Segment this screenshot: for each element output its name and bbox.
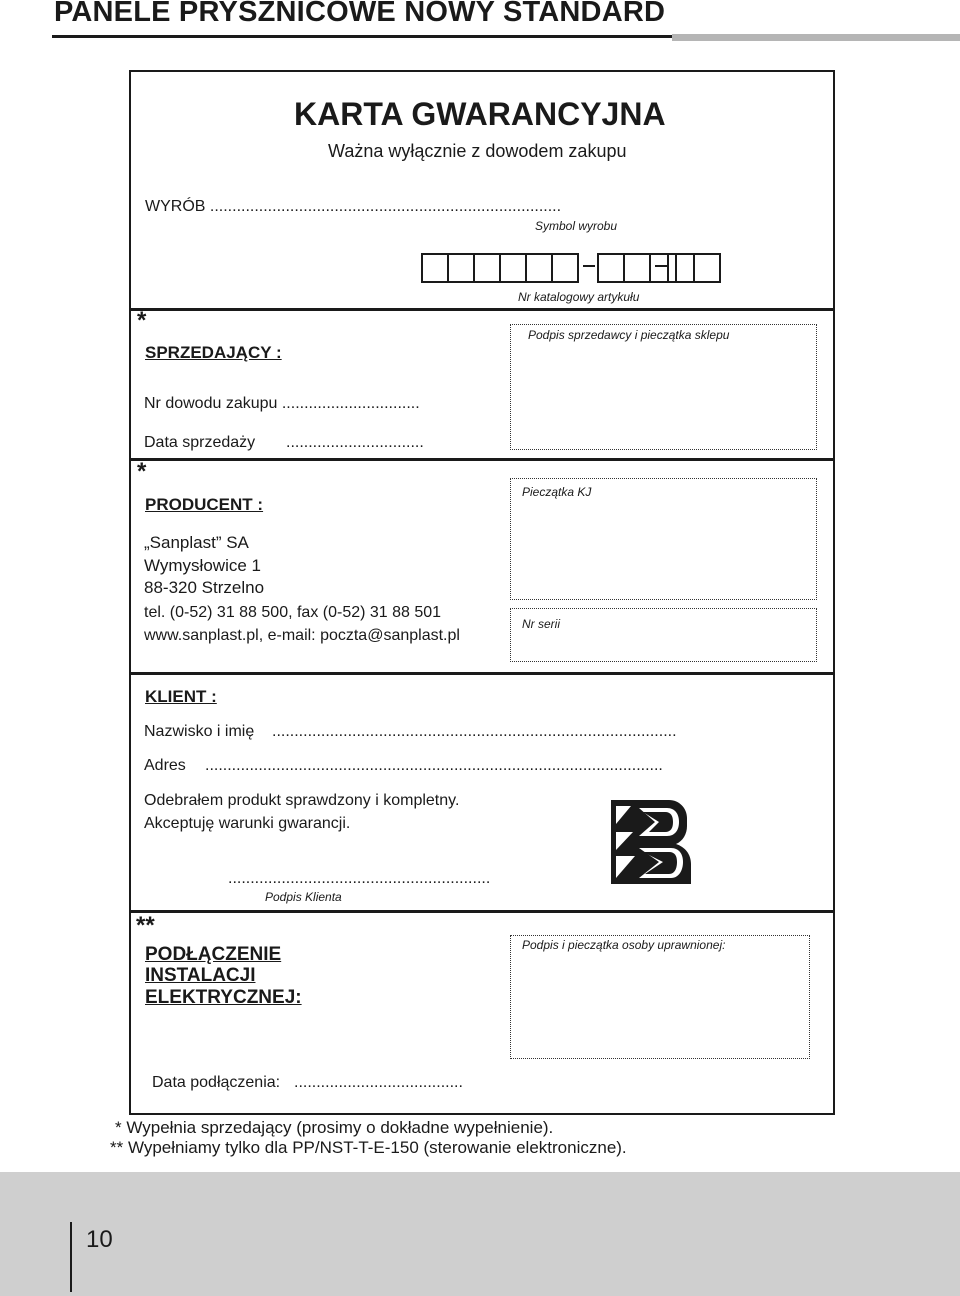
- producent-asterisk: *: [137, 458, 147, 485]
- client-name-label: Nazwisko i imię: [144, 723, 255, 740]
- serial-number-label: Nr serii: [522, 617, 560, 631]
- seller-signature-box[interactable]: [510, 324, 817, 450]
- page-number-separator: [70, 1222, 72, 1292]
- connection-heading-line3: ELEKTRYCZNEJ:: [145, 987, 302, 1008]
- receipt-number-field[interactable]: Nr dowodu zakupu ...............................: [144, 395, 420, 412]
- footnote-electronic: ** Wypełniamy tylko dla PP/NST-T-E-150 (sterowanie elektroniczne).: [110, 1138, 627, 1157]
- client-address-field[interactable]: .......................................................................................................: [205, 757, 663, 774]
- producent-city: 88-320 Strzelno: [144, 578, 265, 597]
- catalog-cell[interactable]: [447, 253, 475, 283]
- connection-asterisks: **: [136, 912, 155, 939]
- installer-signature-label: Podpis i pieczątka osoby uprawnionej:: [522, 938, 726, 952]
- seller-heading: SPRZEDAJĄCY :: [145, 343, 282, 362]
- client-confirmation-1: Odebrałem produkt sprawdzony i kompletny.: [144, 792, 460, 809]
- client-confirmation-2: Akceptuję warunki gwarancji.: [144, 815, 351, 832]
- connection-date-field[interactable]: ......................................: [294, 1074, 463, 1091]
- catalog-separator: [655, 265, 667, 267]
- card-title: KARTA GWARANCYJNA: [294, 96, 666, 132]
- connection-date-label: Data podłączenia:: [152, 1074, 281, 1091]
- catalog-cell[interactable]: [551, 253, 579, 283]
- divider-client: [131, 672, 833, 675]
- product-field[interactable]: WYRÓB ...............................................................................: [145, 198, 562, 215]
- client-signature-field[interactable]: ...........................................................: [228, 870, 491, 887]
- header-grey-bar: [672, 34, 960, 41]
- page-footer: [0, 1172, 960, 1296]
- seller-signature-label: Podpis sprzedawcy i pieczątka sklepu: [528, 328, 730, 342]
- sanplast-logo-icon: [609, 798, 693, 886]
- producent-web-email: www.sanplast.pl, e-mail: poczta@sanplast.pl: [144, 627, 460, 644]
- divider-connection: [131, 910, 833, 913]
- catalog-number-caption: Nr katalogowy artykułu: [518, 290, 640, 304]
- producent-company: „Sanplast” SA: [144, 533, 249, 552]
- connection-heading-line2: INSTALACJI: [145, 965, 256, 986]
- page-header-title: PANELE PRYSZNICOWE NOWY STANDARD: [54, 0, 666, 28]
- catalog-cell[interactable]: [623, 253, 651, 283]
- catalog-separator: [583, 265, 595, 267]
- client-name-field[interactable]: ...........................................................................................: [272, 723, 677, 740]
- client-address-label: Adres: [144, 757, 186, 774]
- producent-street: Wymysłowice 1: [144, 556, 261, 575]
- connection-heading-line1: PODŁĄCZENIE: [145, 944, 282, 965]
- catalog-cell[interactable]: [421, 253, 449, 283]
- installer-signature-box[interactable]: [510, 935, 810, 1059]
- client-heading: KLIENT :: [145, 687, 217, 706]
- divider-producent: [131, 458, 833, 461]
- footnote-seller: * Wypełnia sprzedający (prosimy o dokładne wypełnienie).: [115, 1118, 554, 1137]
- catalog-cell[interactable]: [693, 253, 721, 283]
- seller-asterisk: *: [137, 307, 147, 334]
- header-underline: [52, 35, 672, 38]
- card-subtitle: Ważna wyłącznie z dowodem zakupu: [328, 141, 627, 161]
- catalog-cell[interactable]: [525, 253, 553, 283]
- producent-phone: tel. (0-52) 31 88 500, fax (0-52) 31 88 501: [144, 604, 442, 621]
- catalog-cell[interactable]: [499, 253, 527, 283]
- sale-date-label: Data sprzedaży: [144, 434, 256, 451]
- kj-stamp-label: Pieczątka KJ: [522, 485, 592, 499]
- divider-seller: [131, 308, 833, 311]
- producent-heading: PRODUCENT :: [145, 495, 264, 514]
- page-number: 10: [86, 1226, 113, 1253]
- catalog-cell[interactable]: [597, 253, 625, 283]
- sale-date-field[interactable]: ...............................: [286, 434, 424, 451]
- client-signature-caption: Podpis Klienta: [265, 890, 342, 904]
- product-symbol-caption: Symbol wyrobu: [535, 219, 618, 233]
- catalog-cell[interactable]: [473, 253, 501, 283]
- catalog-cell[interactable]: [667, 253, 695, 283]
